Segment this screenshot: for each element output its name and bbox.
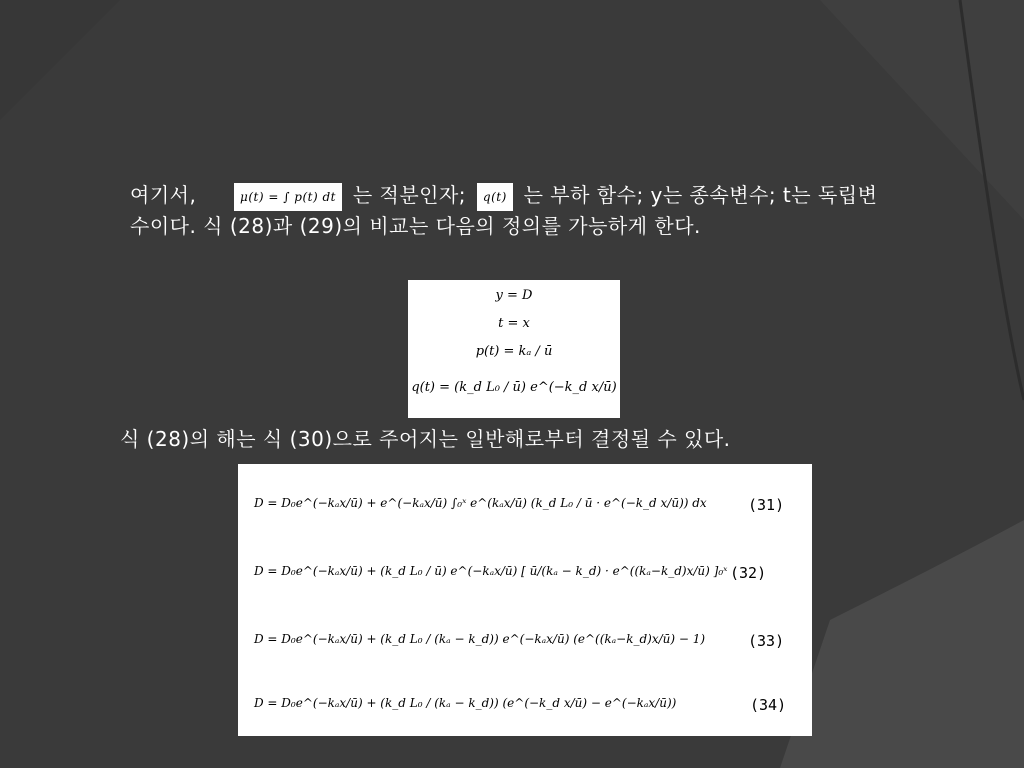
equation-number: (31) [748, 496, 785, 514]
definition-line: p(t) = kₐ / ū [475, 344, 553, 359]
para-prefix: 여기서, [130, 183, 197, 207]
para-part2: 는 부하 함수; y는 종속변수; t는 독립변수이다. 식 (28)과 (29)의 비교는 다음의 정의를 가능하게 한다. [130, 183, 878, 238]
definitions-box [408, 280, 620, 418]
equations-box [238, 464, 812, 736]
q-symbol: q(t) [477, 183, 513, 211]
solution-caption: 식 (28)의 해는 식 (30)으로 주어지는 일반해로부터 결정될 수 있다. [120, 427, 731, 451]
equation-row [238, 476, 812, 536]
para-part1: 는 적분인자; [352, 183, 473, 207]
equation-number: (32) [730, 564, 767, 582]
equation-row [238, 676, 812, 736]
definition-line: q(t) = (k_d L₀ / ū) e^(−k_d x/ū) [411, 380, 617, 395]
definition-line: t = x [498, 316, 530, 331]
intro-paragraph [130, 180, 890, 241]
equation-number: (34) [750, 696, 787, 714]
equation-row [238, 544, 812, 604]
mu-definition-formula: μ(t) = ∫ p(t) dt [234, 183, 342, 211]
definition-line: y = D [495, 288, 533, 303]
equation-formula: D = D₀e^(−kₐx/ū) + (k_d L₀ / (kₐ − k_d)) e^(−kₐx/ū) (e^((kₐ−k_d)x/ū) − 1) [254, 632, 706, 646]
equation-formula: D = D₀e^(−kₐx/ū) + (k_d L₀ / (kₐ − k_d)) (e^(−k_d x/ū) − e^(−kₐx/ū)) [254, 696, 677, 710]
equation-number: (33) [748, 632, 785, 650]
equation-row [238, 612, 812, 672]
equation-formula: D = D₀e^(−kₐx/ū) + e^(−kₐx/ū) ∫₀ˣ e^(kₐx/ū) (k_d L₀ / ū · e^(−k_d x/ū)) dx [254, 496, 707, 510]
equation-formula: D = D₀e^(−kₐx/ū) + (k_d L₀ / ū) e^(−kₐx/ū) [ ū/(kₐ − k_d) · e^((kₐ−k_d)x/ū) ]₀ˣ [254, 564, 728, 578]
